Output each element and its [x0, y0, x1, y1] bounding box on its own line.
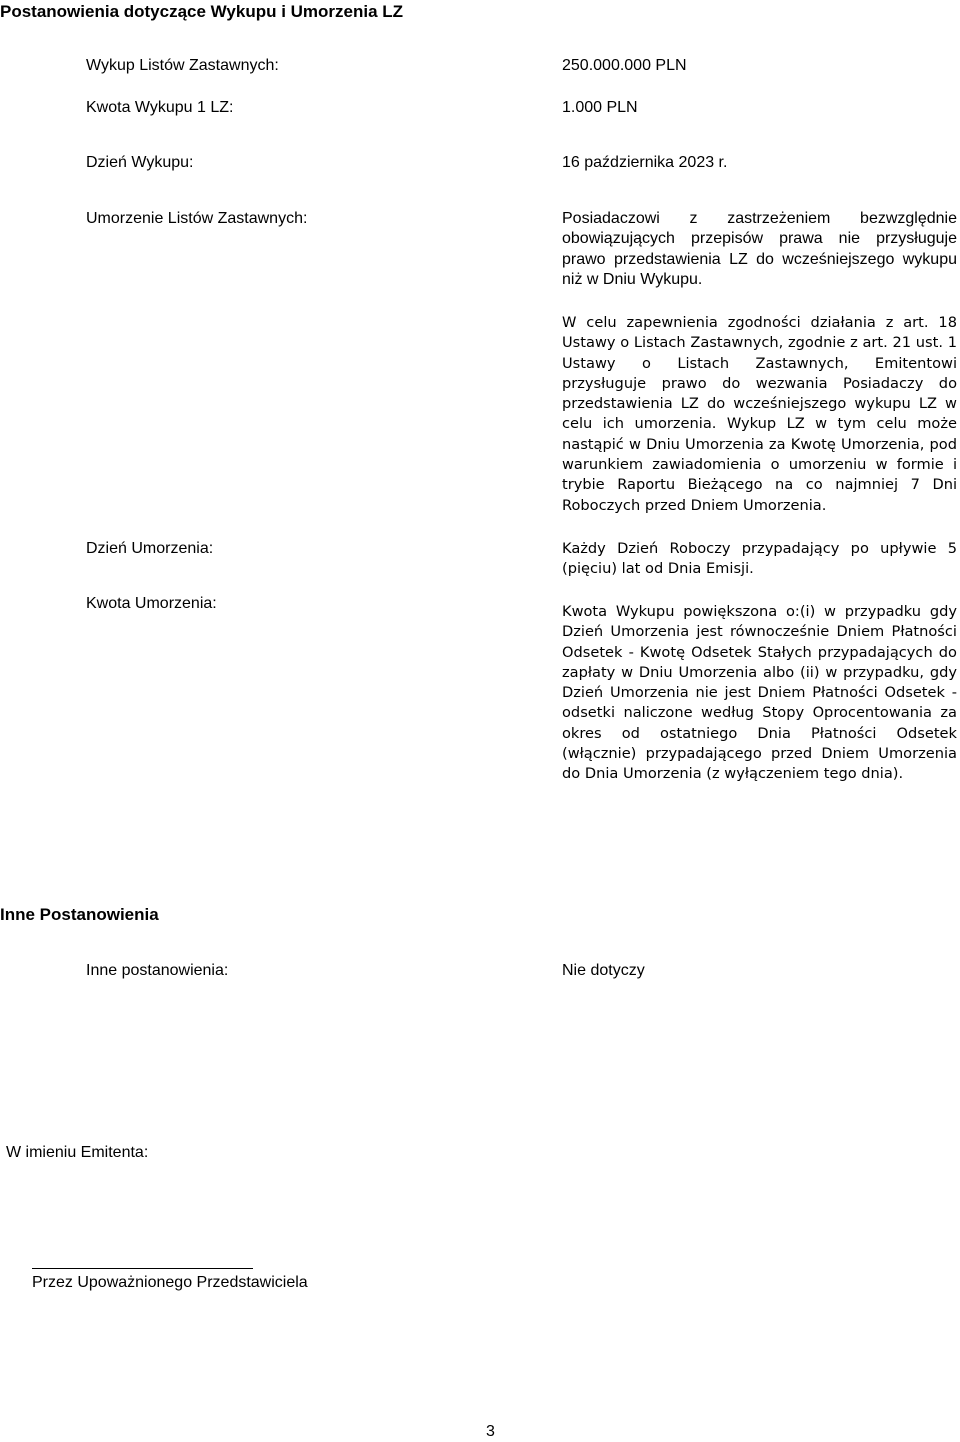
section-title-inne: Inne Postanowienia	[0, 905, 159, 924]
label-dzien-umorzenia: Dzień Umorzenia:	[86, 540, 214, 557]
label-dzien-wykupu: Dzień Wykupu:	[86, 154, 194, 171]
page-number: 3	[486, 1423, 495, 1440]
value-dzien-umorzenia: Każdy Dzień Roboczy przypadający po upływie 5 (pięciu) lat od Dnia Emisji.	[562, 540, 957, 578]
label-wykup-lz: Wykup Listów Zastawnych:	[86, 57, 279, 74]
value-dzien-wykupu: 16 października 2023 r.	[562, 154, 728, 171]
label-kwota-wykupu: Kwota Wykupu 1 LZ:	[86, 99, 234, 116]
signatory-caption: Przez Upoważnionego Przedstawiciela	[32, 1274, 308, 1291]
signature-line	[32, 1268, 253, 1269]
on-behalf-label: W imieniu Emitenta:	[6, 1144, 149, 1161]
value-umorzenie-p1: Posiadaczowi z zastrzeżeniem bezwzględnie obowiązujących przepisów prawa nie przysługuje prawo przedstawienia LZ do wcześniejszego wykupu niż w Dniu Wykupu.	[562, 210, 957, 288]
label-umorzenie: Umorzenie Listów Zastawnych:	[86, 210, 308, 227]
value-kwota-wykupu: 1.000 PLN	[562, 99, 638, 116]
value-kwota-umorzenia: Kwota Wykupu powiększona o:(i) w przypadku gdy Dzień Umorzenia jest równocześnie Dniem Płatności Odsetek - Kwotę Odsetek Stałych przypadających do zapłaty w Dniu Umorzenia albo (ii) w przypadku, gdy Dzień Umorzenia nie jest Dniem Płatności Odsetek - odsetki naliczone według Stopy Oprocentowania za okres od ostatniego Dnia Płatności Odsetek (włącznie) przypadającego przed Dniem Umorzenia do Dnia Umorzenia (z wyłączeniem tego dnia).	[562, 603, 957, 783]
value-inne-postanowienia: Nie dotyczy	[562, 962, 645, 979]
value-umorzenie-p2: W celu zapewnienia zgodności działania z art. 18 Ustawy o Listach Zastawnych, zgodnie z art. 21 ust. 1 Ustawy o Listach Zastawnych, Emitentowi przysługuje prawo do wezwania Posiadaczy do przedstawienia LZ do wcześniejszego wykupu LZ w celu ich umorzenia. Wykup LZ w tym celu może nastąpić w Dniu Umorzenia za Kwotę Umorzenia, pod warunkiem zawiadomienia o umorzeniu w formie i trybie Raportu Bieżącego na co najmniej 7 Dni Roboczych przed Dniem Umorzenia.	[562, 314, 957, 514]
value-wykup-lz: 250.000.000 PLN	[562, 57, 687, 74]
section-title-wykup: Postanowienia dotyczące Wykupu i Umorzenia LZ	[0, 2, 404, 21]
label-inne-postanowienia: Inne postanowienia:	[86, 962, 229, 979]
label-kwota-umorzenia: Kwota Umorzenia:	[86, 595, 217, 612]
